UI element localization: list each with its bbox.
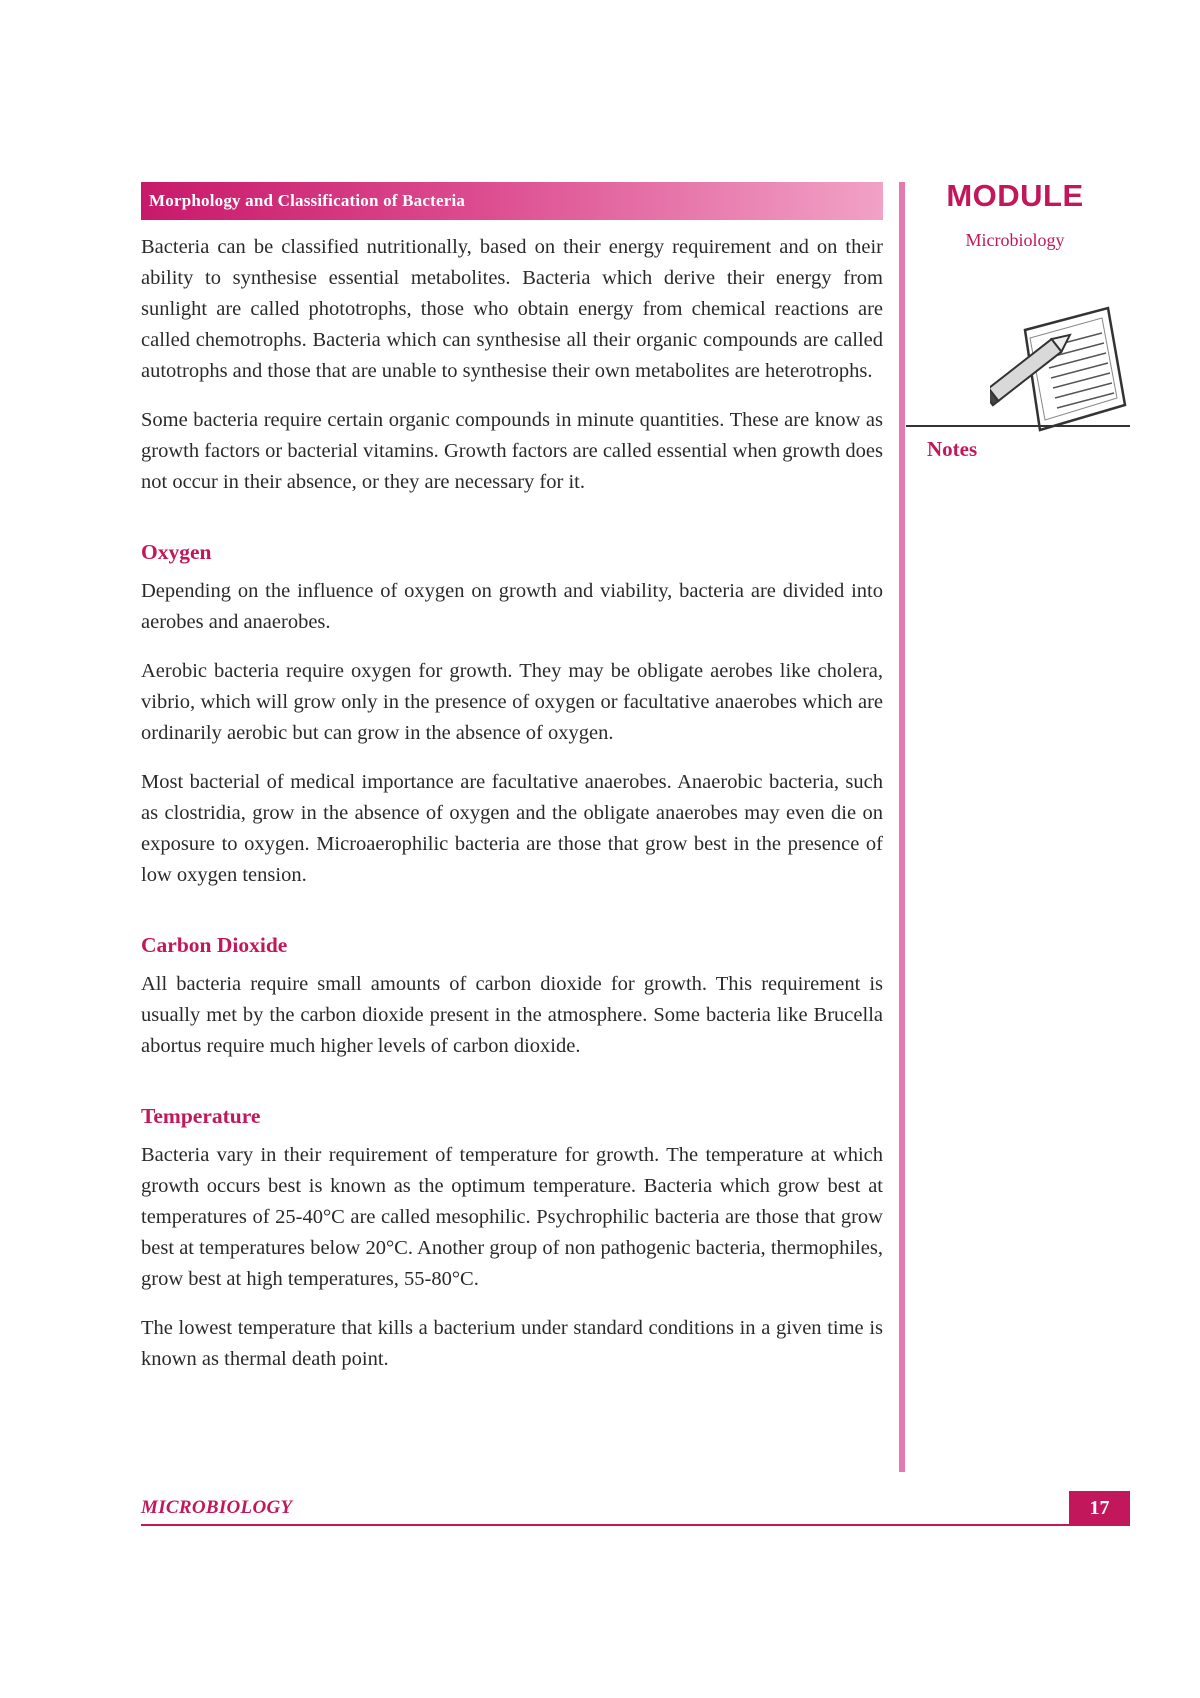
module-subject: Microbiology xyxy=(965,230,1065,250)
notepad-pencil-icon xyxy=(990,300,1135,445)
section-header-bar xyxy=(141,182,883,220)
heading-oxygen: Oxygen xyxy=(141,540,212,564)
paragraph-nutrition: Bacteria can be classified nutritionally, based on their energy requirement and on their ability to synthesise essential metabolites. Bacteria which derive their energy from sunlight are called phototrophs, those who obtain energy from chemical reactions are called chemotrophs. Bacteria which can synthesise all their organic compounds are called autotrophs and those that are unable to synthesise their own metabolites are heterotrophs. xyxy=(141,236,883,382)
paragraph-anaerobic: Most bacterial of medical importance are facultative anaerobes. Anaerobic bacteria, such as clostridia, grow in the absence of oxygen and the obligate anaerobes may even die on exposure to oxygen. Microaerophilic bacteria are those that grow best in the presence of low oxygen tension. xyxy=(141,771,883,886)
main-content xyxy=(141,232,883,1393)
page-number: 17 xyxy=(1069,1491,1130,1526)
heading-carbon-dioxide: Carbon Dioxide xyxy=(141,933,288,957)
paragraph-thermal-death: The lowest temperature that kills a bacterium under standard conditions in a given time is known as thermal death point. xyxy=(141,1317,883,1370)
paragraph-temperature: Bacteria vary in their requirement of temperature for growth. The temperature at which growth occurs best is known as the optimum temperature. Bacteria which grow best at temperatures of 25-40°C are called mesophilic. Psychrophilic bacteria are those that grow best at temperatures below 20°C. Another group of non pathogenic bacteria, thermophiles, grow best at high temperatures, 55-80°C. xyxy=(141,1144,883,1290)
notes-label: Notes xyxy=(927,437,978,461)
footer-subject: MICROBIOLOGY xyxy=(141,1497,293,1518)
section-header-title: Morphology and Classification of Bacteria xyxy=(149,191,466,210)
margin-divider xyxy=(899,182,905,1472)
paragraph-oxygen-intro: Depending on the influence of oxygen on growth and viability, bacteria are divided into aerobes and anaerobes. xyxy=(141,580,883,633)
module-title: MODULE xyxy=(946,178,1084,213)
paragraph-growth-factors: Some bacteria require certain organic compounds in minute quantities. These are know as growth factors or bacterial vitamins. Growth factors are called essential when growth does not occur in their absence, or they are necessary for it. xyxy=(141,409,883,493)
footer-rule xyxy=(141,1524,1069,1526)
paragraph-aerobic: Aerobic bacteria require oxygen for growth. They may be obligate aerobes like cholera, vibrio, which will grow only in the presence of oxygen or facultative anaerobes which are ordinarily aerobic but can grow in the absence of oxygen. xyxy=(141,660,883,744)
paragraph-carbon-dioxide: All bacteria require small amounts of carbon dioxide for growth. This requirement is usually met by the carbon dioxide present in the atmosphere. Some bacteria like Brucella abortus require much higher levels of carbon dioxide. xyxy=(141,973,883,1057)
heading-temperature: Temperature xyxy=(141,1104,261,1128)
notes-divider xyxy=(906,425,1130,427)
